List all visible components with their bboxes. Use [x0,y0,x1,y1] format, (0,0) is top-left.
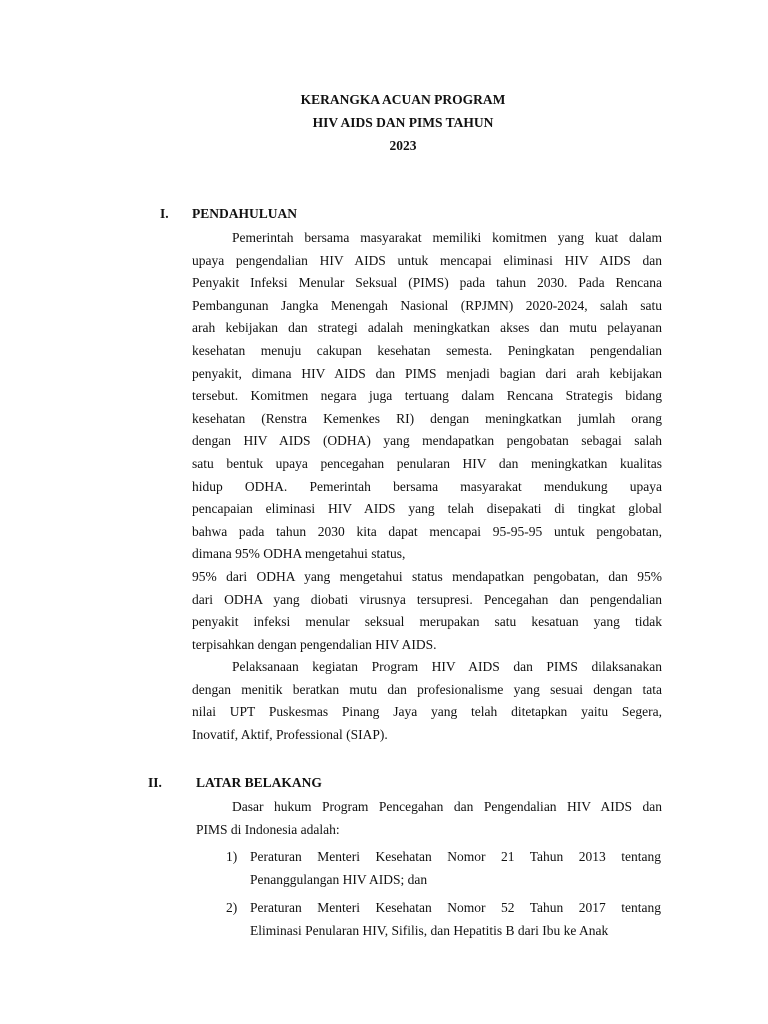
text-line: Peraturan Menteri Kesehatan Nomor 52 Tahun 2017 tentang [250,900,661,915]
section-2-heading: LATAR BELAKANG [196,775,322,790]
text-line: Peraturan Menteri Kesehatan Nomor 21 Tahun 2013 tentang [250,849,661,864]
section-1-heading: PENDAHULUAN [192,206,298,221]
list-item-text [250,846,661,891]
text-line: Pemerintah bersama masyarakat memiliki komitmen yang kuat dalam [232,230,662,245]
text-line: kesehatan menuju cakupan kesehatan semesta. Peningkatan pengendalian [192,342,662,358]
section-2-intro [196,796,662,841]
text-line: dari ODHA yang diobati virusnya tersupresi. Pencegahan dan pengendalian [192,591,662,607]
document-title-line-2: HIV AIDS DAN PIMS TAHUN [312,115,494,130]
text-line: Pembangunan Jangka Menengah Nasional (RPJMN) 2020-2024, salah satu [192,297,662,313]
section-1-number: I. [160,206,169,221]
text-line: terpisahkan dengan pengendalian HIV AIDS. [192,636,437,652]
text-line: pencapaian eliminasi HIV AIDS yang telah disepakati di tingkat global [192,501,662,517]
section-1-paragraph-1 [192,227,662,566]
text-line: satu bentuk upaya pencegahan penularan HIV dan meningkatkan kualitas [192,455,662,471]
document-title-line-3: 2023 [389,138,417,153]
text-line: dengan menitik beratkan mutu dan profesionalisme yang sesuai dengan tata [192,681,662,697]
text-line: penyakit, dimana HIV AIDS dan PIMS menjadi bagian dari arah kebijakan [192,365,662,381]
text-line: dengan HIV AIDS (ODHA) yang mendapatkan pengobatan sebagai salah [192,433,662,449]
section-1-paragraph-2 [192,566,662,656]
text-line: upaya pengendalian HIV AIDS untuk mencapai eliminasi HIV AIDS dan [192,252,662,268]
list-item-number: 2) [226,900,238,915]
text-line: dimana 95% ODHA mengetahui status, [192,546,406,562]
text-line: Dasar hukum Program Pencegahan dan Pengendalian HIV AIDS dan [232,799,662,814]
text-line: arah kebijakan dan strategi adalah meningkatkan akses dan mutu pelayanan [192,320,662,336]
text-line: hidup ODHA. Pemerintah bersama masyarakat mendukung upaya [192,478,662,494]
text-line: bahwa pada tahun 2030 kita dapat mencapai 95-95-95 untuk pengobatan, [192,523,662,539]
text-line: Inovatif, Aktif, Professional (SIAP). [192,726,388,742]
text-line: PIMS di Indonesia adalah: [196,821,340,837]
text-line: Penyakit Infeksi Menular Seksual (PIMS) pada tahun 2030. Pada Rencana [192,275,662,291]
document-title-line-1: KERANGKA ACUAN PROGRAM [300,92,506,107]
section-1-paragraph-3 [192,656,662,746]
list-item-number: 1) [226,849,238,864]
text-line: 95% dari ODHA yang mengetahui status mendapatkan pengobatan, dan 95% [192,569,662,584]
text-line: Pelaksanaan kegiatan Program HIV AIDS dan PIMS dilaksanakan [232,659,662,674]
text-line: tersebut. Komitmen negara juga tertuang dalam Rencana Strategis bidang [192,388,662,404]
text-line: penyakit infeksi menular seksual merupakan satu kesatuan yang tidak [192,614,662,630]
text-line: kesehatan (Renstra Kemenkes RI) dengan meningkatkan jumlah orang [192,410,662,426]
text-line: Eliminasi Penularan HIV, Sifilis, dan Hepatitis B dari Ibu ke Anak [250,922,609,938]
text-line: Penanggulangan HIV AIDS; dan [250,871,428,887]
list-item-text [250,897,661,942]
section-2-number: II. [148,775,162,790]
text-line: nilai UPT Puskesmas Pinang Jaya yang telah ditetapkan yaitu Segera, [192,704,662,720]
